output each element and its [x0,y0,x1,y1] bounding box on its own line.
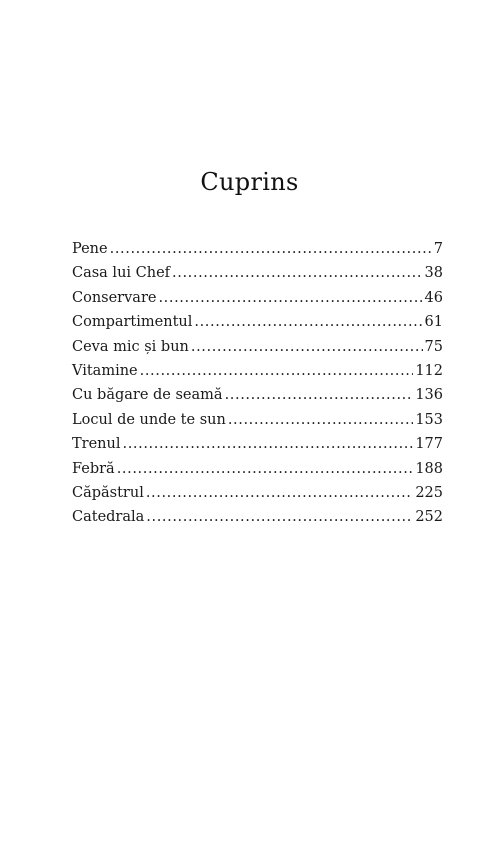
toc-entry [72,457,443,481]
toc-entry [72,408,443,432]
toc-entry-title: Cu băgare de seamă [72,387,223,404]
page-title: Cuprins [200,168,299,196]
toc-entry [72,383,443,407]
toc-dot-leader [117,457,414,481]
toc-entry-page: 75 [424,338,443,355]
toc-entry [72,310,443,334]
toc-entry [72,335,443,359]
table-of-contents [72,237,443,530]
toc-entry [72,505,443,529]
toc-entry-page: 38 [424,265,443,282]
toc-dot-leader [194,310,422,334]
toc-dot-leader [110,237,432,261]
toc-entry-title: Catedrala [72,509,145,526]
toc-dot-leader [123,432,414,456]
toc-entry-page: 46 [424,289,443,306]
toc-entry-page: 112 [415,362,443,379]
toc-entry-page: 225 [415,484,443,501]
toc-entry [72,261,443,285]
toc-dot-leader [172,261,423,285]
toc-entry [72,481,443,505]
toc-dot-leader [146,505,413,529]
toc-entry-title: Locul de unde te sun [72,411,226,428]
toc-entry-page: 7 [433,241,443,257]
toc-dot-leader [146,481,413,505]
toc-entry-title: Compartimentul [72,314,193,331]
toc-entry-page: 136 [415,387,443,404]
toc-entry-title: Casa lui Chef [72,265,171,282]
toc-entry-title: Conservare [72,289,157,306]
toc-dot-leader [158,286,422,310]
toc-entry-title: Vitamine [72,362,138,379]
toc-entry [72,286,443,310]
toc-dot-leader [225,383,414,407]
toc-entry-page: 153 [415,411,443,428]
toc-dot-leader [228,408,413,432]
toc-entry-page: 61 [424,314,443,331]
toc-entry [72,359,443,383]
toc-entry-page: 188 [415,460,443,477]
toc-entry-page: 177 [415,436,443,453]
toc-entry-title: Ceva mic și bun [72,338,189,355]
toc-entry-title: Febră [72,460,115,477]
toc-entry-title: Căpăstrul [72,484,144,501]
toc-entry-title: Pene [72,241,108,257]
toc-dot-leader [140,359,414,383]
toc-entry [72,432,443,456]
toc-dot-leader [191,335,423,359]
toc-entry-title: Trenul [72,436,121,453]
toc-entry [72,237,443,261]
toc-entry-page: 252 [415,509,443,526]
